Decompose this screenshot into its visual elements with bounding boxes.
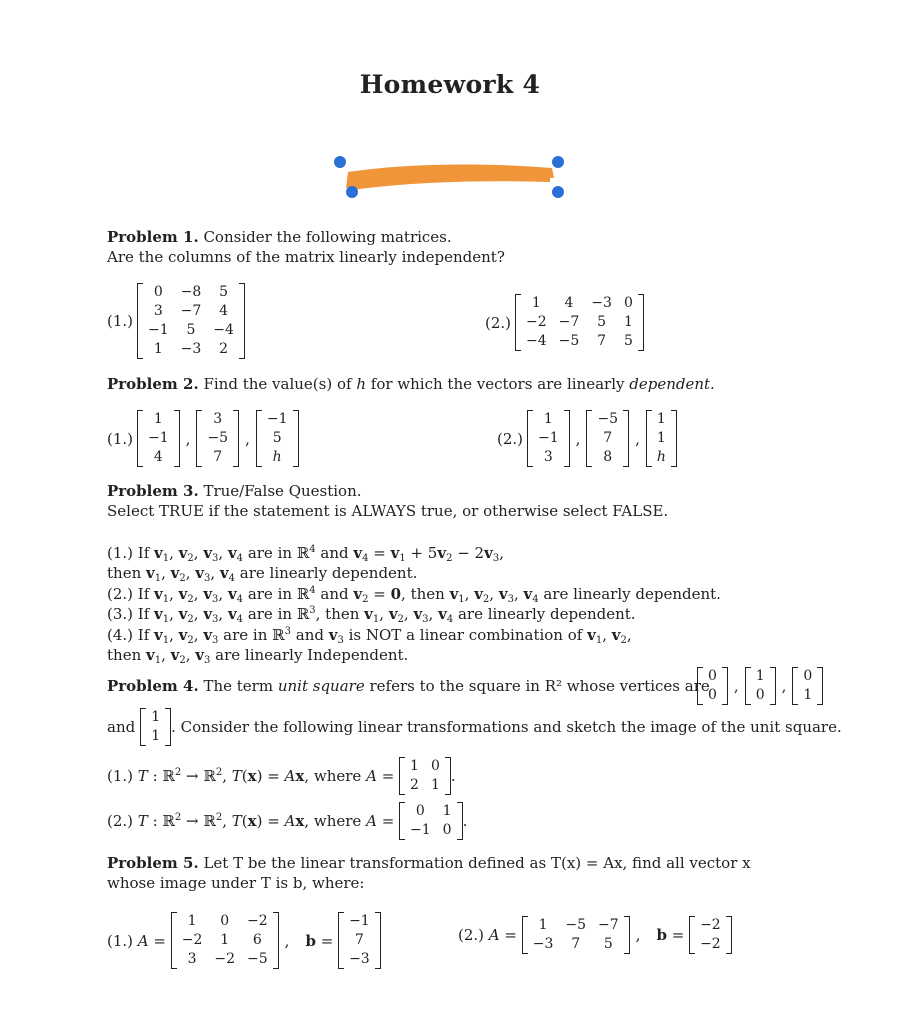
matrix-cell: −3 (532, 936, 554, 952)
p3-statement-4-cont: then $v_1$, $v_2$, $v_3$ are linearly Independent. (107, 646, 409, 666)
matrix-cell: 0 (415, 803, 425, 819)
problem-5-text-2: whose image under T is b, where: (107, 874, 365, 892)
matrix-cell: 7 (597, 333, 607, 349)
matrix-cell: 2 (410, 777, 419, 793)
matrix-cell: 5 (603, 936, 613, 952)
matrix-cell: −2 (700, 917, 721, 933)
matrix-cell: 0 (708, 668, 717, 684)
p2-s2-v3 (651, 410, 672, 467)
matrix-cell: 1 (543, 411, 553, 427)
matrix-cell: 1 (442, 803, 452, 819)
p2-set-2: (2.) 1 −1 3 , −5 7 8 , 1 1 h (497, 410, 677, 467)
p1-matrix-1 (107, 283, 245, 359)
p3-statement-1-cont: then $v_1$, $v_2$, $v_3$, $v_4$ are linearly dependent. (107, 564, 418, 584)
problem-4-text: The term (203, 677, 274, 695)
matrix-cell: 1 (153, 341, 163, 357)
matrix-cell: 1 (153, 411, 163, 427)
matrix-cell: −5 (597, 411, 619, 427)
p1-m2-label: (2.) (485, 313, 512, 332)
matrix-cell: 3 (153, 303, 163, 319)
matrix-cell: 7 (571, 936, 581, 952)
resize-handle-top-left[interactable] (334, 156, 346, 168)
p4-vertex-4 (145, 708, 166, 746)
matrix-cell: 1 (410, 758, 419, 774)
matrix-cell: 4 (153, 449, 163, 465)
matrix-cell: 1 (656, 411, 666, 427)
matrix-cell: 5 (597, 314, 607, 330)
matrix-cell: 5 (272, 430, 282, 446)
p4-transform-1: (1.) T : ℝ$^2$ → ℝ$^2$, T(x) = Ax, where A = 1 0 2 1 . (107, 758, 456, 793)
matrix-cell: 0 (708, 687, 717, 703)
matrix-cell: −1 (538, 430, 559, 446)
problem-2-heading (107, 374, 715, 394)
p1-m1-table (142, 283, 240, 359)
p4-vertex-1 (702, 667, 723, 705)
matrix-cell: 4 (564, 295, 574, 311)
matrix-cell: 0 (430, 758, 440, 774)
matrix-cell: 1 (220, 932, 230, 948)
problem-5-label: Problem 5. (107, 854, 199, 872)
resize-handle-bottom-right[interactable] (552, 186, 564, 198)
p1-matrix-2 (485, 294, 644, 351)
matrix-cell: 7 (603, 430, 613, 446)
matrix-cell: −8 (180, 284, 202, 300)
problem-1-heading (107, 227, 452, 247)
problem-4-emph: unit square (277, 677, 365, 695)
matrix-cell: 0 (442, 822, 452, 838)
matrix-cell: −2 (247, 913, 268, 929)
p5-case-2: (2.) A = 1 −5 −7 −3 7 5 , b = −2 −2 (458, 916, 732, 954)
matrix-cell: 5 (186, 322, 196, 338)
p3-statement-1: (1.) If $v_1$, $v_2$, $v_3$, $v_4$ are in ℝ$^4$ and $v_4 = v_1 + 5v_2 - 2v_3$, (107, 544, 504, 564)
problem-3-label: Problem 3. (107, 482, 199, 500)
matrix-cell: −1 (410, 822, 431, 838)
p3-statement-3: (3.) If $v_1$, $v_2$, $v_3$, $v_4$ are in ℝ$^3$, then $v_1$, $v_2$, $v_3$, $v_4$ are linearly dependent. (107, 605, 636, 625)
matrix-cell: −4 (526, 333, 547, 349)
redaction-mark[interactable] (340, 160, 560, 194)
matrix-cell: −4 (213, 322, 234, 338)
matrix-cell: −7 (180, 303, 202, 319)
matrix-cell: 0 (153, 284, 163, 300)
p2-s1-label: (1.) (107, 429, 134, 448)
matrix-cell: h (272, 449, 282, 465)
page-title: Homework 4 (359, 70, 541, 99)
matrix-cell: −3 (591, 295, 612, 311)
matrix-cell: 3 (213, 411, 223, 427)
matrix-cell: −3 (180, 341, 202, 357)
problem-4-heading (107, 676, 710, 696)
problem-1-label: Problem 1. (107, 228, 199, 246)
problem-3-heading (107, 481, 362, 501)
matrix-cell: 0 (755, 687, 765, 703)
p5-case-1: (1.) A = 1 0 −2 −2 1 6 3 −2 −5 , b = −1 7 −3 (107, 912, 381, 969)
p5-c2-matrix (527, 916, 625, 954)
problem-5-text: Let T be the linear transformation defined as T(x) = Ax, find all vector x (203, 854, 751, 872)
problem-1-text: Consider the following matrices. (203, 228, 452, 246)
matrix-cell: 1 (187, 913, 197, 929)
matrix-cell: −5 (207, 430, 229, 446)
p5-c2-b (694, 916, 727, 954)
matrix-cell: −2 (526, 314, 547, 330)
p4-t1-matrix (404, 757, 446, 795)
problem-5-heading (107, 853, 751, 873)
resize-handle-top-right[interactable] (552, 156, 564, 168)
matrix-cell: 1 (151, 709, 161, 725)
p3-statement-4: (4.) If $v_1$, $v_2$, $v_3$ are in ℝ$^3$ and $v_3$ is NOT a linear combination of $v_1$, $v_2$, (107, 626, 632, 646)
p5-c1-b (343, 912, 376, 969)
p2-s2-v1 (532, 410, 565, 467)
matrix-cell: −5 (247, 951, 268, 967)
matrix-cell: 8 (603, 449, 613, 465)
matrix-cell: 0 (220, 913, 230, 929)
matrix-cell: −2 (181, 932, 203, 948)
matrix-cell: 1 (151, 728, 161, 744)
matrix-cell: 0 (623, 295, 633, 311)
matrix-cell: −2 (214, 951, 236, 967)
p2-s1-v3 (261, 410, 294, 467)
p4-transform-2: (2.) T : ℝ$^2$ → ℝ$^2$, T(x) = Ax, where A = 0 1 −1 0 . (107, 803, 468, 838)
matrix-cell: 1 (803, 687, 813, 703)
matrix-cell: 7 (354, 932, 364, 948)
p4-last-vertex-line (107, 708, 842, 746)
p3-statement-2: (2.) If $v_1$, $v_2$, $v_3$, $v_4$ are in ℝ$^4$ and $v_2 = 0$, then $v_1$, $v_2$, $v_3$, $v_4$ are linearly dependent. (107, 585, 721, 605)
problem-2-label: Problem 2. (107, 375, 199, 393)
matrix-cell: 1 (755, 668, 765, 684)
matrix-cell: −7 (598, 917, 619, 933)
matrix-cell: 4 (219, 303, 229, 319)
matrix-cell: 3 (187, 951, 197, 967)
p5-c1-label: (1.) (107, 931, 134, 950)
matrix-cell: 7 (213, 449, 223, 465)
p1-m1-label: (1.) (107, 312, 134, 330)
p4-and: and (107, 718, 136, 736)
resize-handle-bottom-left[interactable] (346, 186, 358, 198)
matrix-cell: −3 (349, 951, 370, 967)
p2-s1-v2 (201, 410, 234, 467)
matrix-cell: 1 (623, 314, 633, 330)
problem-2-var: h (356, 375, 366, 393)
p4-vertices: 0 0 , 1 0 , 0 1 (697, 667, 823, 705)
problem-2-text: Find the value(s) of (203, 375, 352, 393)
matrix-cell: 1 (656, 430, 666, 446)
p2-s2-v2 (591, 410, 624, 467)
problem-1-question: Are the columns of the matrix linearly independent? (107, 248, 505, 266)
p4-t1-label: (1.) (107, 767, 134, 785)
matrix-cell: −7 (558, 314, 580, 330)
scribble-shape (340, 160, 560, 194)
problem-3-instructions: Select TRUE if the statement is ALWAYS true, or otherwise select FALSE. (107, 502, 669, 520)
p4-after-text: . Consider the following linear transformations and sketch the image of the unit square. (171, 718, 842, 736)
matrix-cell: 1 (538, 917, 548, 933)
matrix-cell: 1 (531, 295, 541, 311)
p5-c1-matrix (176, 912, 274, 969)
p1-m2-table (520, 294, 639, 351)
matrix-cell: −5 (565, 917, 587, 933)
p4-vertex-3 (797, 667, 818, 705)
problem-2-emph: dependent. (629, 375, 715, 393)
p4-t2-label: (2.) (107, 812, 134, 830)
matrix-cell: −1 (148, 322, 169, 338)
p2-set-1: (1.) 1 −1 4 , 3 −5 7 , −1 5 h (107, 410, 299, 467)
matrix-cell: −1 (266, 411, 288, 427)
p4-vertex-2 (750, 667, 771, 705)
matrix-cell: −5 (558, 333, 580, 349)
matrix-cell: 2 (219, 341, 229, 357)
matrix-cell: −1 (148, 430, 169, 446)
p2-s2-label: (2.) (497, 429, 524, 448)
problem-4-text2: refers to the square in R² whose vertices are (369, 677, 710, 695)
matrix-cell: −2 (700, 936, 721, 952)
matrix-cell: 0 (803, 668, 813, 684)
matrix-cell: 1 (430, 777, 440, 793)
matrix-cell: h (656, 449, 666, 465)
p5-c2-label: (2.) (458, 926, 485, 944)
problem-2-text2: for which the vectors are linearly (370, 375, 625, 393)
p2-s1-v1 (142, 410, 175, 467)
matrix-cell: 5 (219, 284, 229, 300)
problem-3-text: True/False Question. (203, 482, 362, 500)
matrix-cell: −1 (349, 913, 370, 929)
matrix-cell: 5 (623, 333, 633, 349)
problem-4-label: Problem 4. (107, 677, 199, 695)
matrix-cell: 3 (543, 449, 553, 465)
p4-t2-matrix (404, 802, 458, 840)
matrix-cell: 6 (252, 932, 262, 948)
